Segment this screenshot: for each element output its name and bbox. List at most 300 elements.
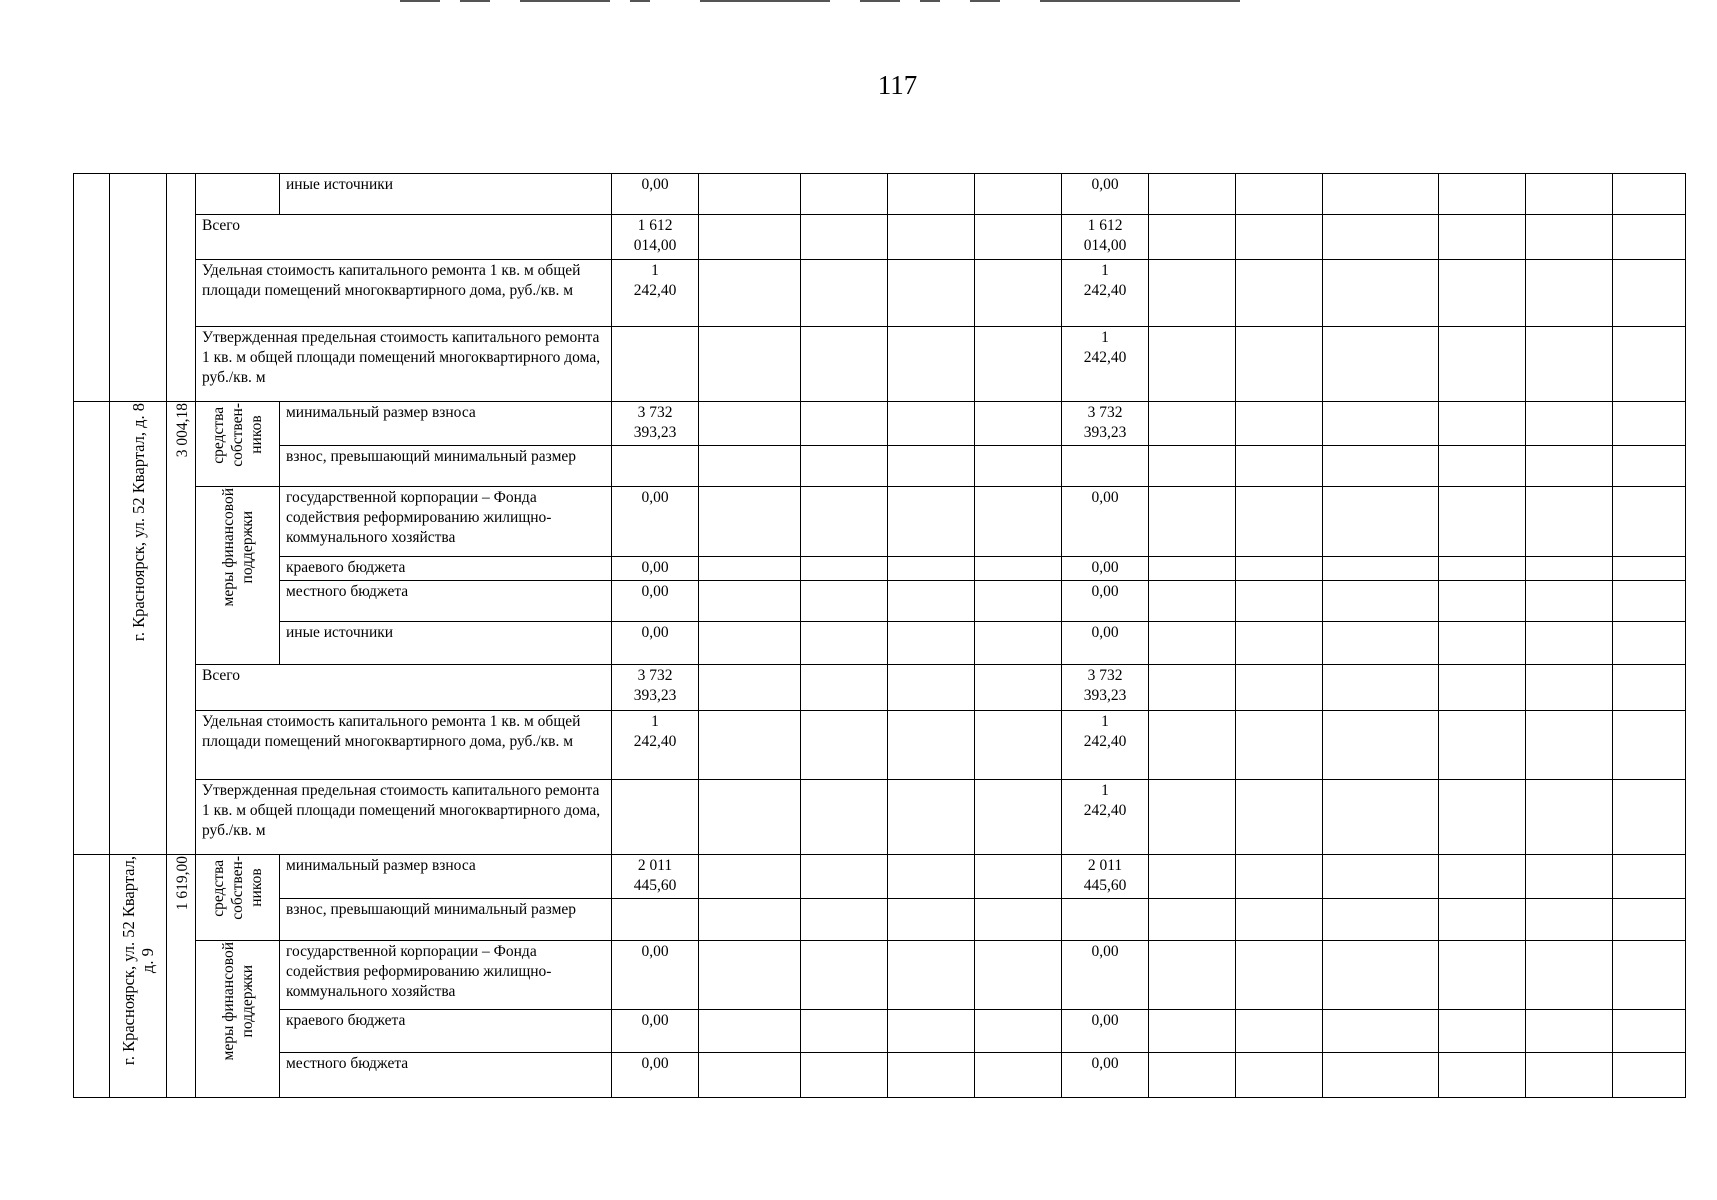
empty-cell [1613, 1009, 1686, 1052]
row-number-cell [74, 401, 110, 854]
table-row [74, 487, 1686, 556]
empty-cell [1613, 940, 1686, 1009]
row-label-cell [196, 710, 612, 779]
empty-cell [699, 780, 801, 854]
page-number: 117 [877, 70, 918, 100]
area-value: 1 619,00 [174, 855, 191, 910]
value-cell [1062, 259, 1149, 326]
empty-cell [1236, 854, 1323, 898]
empty-cell [1236, 1009, 1323, 1052]
empty-cell [975, 940, 1062, 1009]
capital-repair-table [73, 173, 1686, 1098]
value-text: 1 242,40 [1083, 712, 1127, 750]
empty-cell [1439, 580, 1526, 621]
empty-cell [888, 621, 975, 664]
empty-cell [1613, 854, 1686, 898]
value-text: 0,00 [641, 558, 669, 576]
row-label: Утвержденная предельная стоимость капитального ремонта 1 кв. м общей площади помещений многоквартирного дома, руб./кв. м [202, 782, 601, 840]
empty-cell [975, 446, 1062, 487]
value-text: 0,00 [641, 582, 669, 600]
value-cell [612, 854, 699, 898]
value-cell [612, 580, 699, 621]
value-cell [612, 446, 699, 487]
row-label: иные источники [286, 176, 394, 193]
empty-cell [1526, 174, 1613, 215]
value-cell [1062, 854, 1149, 898]
empty-cell [1526, 556, 1613, 580]
empty-cell [975, 710, 1062, 779]
empty-cell [1526, 899, 1613, 940]
empty-cell [888, 899, 975, 940]
value-cell [612, 621, 699, 664]
value-text: 0,00 [641, 942, 669, 960]
empty-cell [699, 710, 801, 779]
empty-cell [975, 854, 1062, 898]
table-row [74, 665, 1686, 711]
value-cell [612, 327, 699, 401]
empty-cell [1613, 780, 1686, 854]
empty-cell [1526, 621, 1613, 664]
row-label-cell [196, 665, 612, 711]
empty-cell [1149, 665, 1236, 711]
group-owners-label: средства собствен- ников [210, 402, 265, 467]
value-text: 0,00 [1091, 1055, 1119, 1073]
table-row [74, 710, 1686, 779]
value-cell [612, 556, 699, 580]
empty-cell [801, 446, 888, 487]
empty-cell [1149, 487, 1236, 556]
group-support-label: меры финансовой поддержки [219, 941, 256, 1060]
empty-cell [699, 940, 801, 1009]
value-cell [1062, 174, 1149, 215]
row-label: минимальный размер взноса [286, 856, 476, 874]
table-row [74, 899, 1686, 940]
empty-cell [975, 899, 1062, 940]
empty-cell [1439, 665, 1526, 711]
table-row [74, 556, 1686, 580]
empty-cell [801, 854, 888, 898]
empty-cell [888, 446, 975, 487]
value-cell [1062, 780, 1149, 854]
value-cell [612, 401, 699, 445]
row-label: взнос, превышающий минимальный размер [286, 901, 577, 919]
empty-cell [1149, 1009, 1236, 1052]
empty-cell [1149, 446, 1236, 487]
value-text: 3 732 393,23 [633, 403, 677, 441]
address-label: г. Красноярск, ул. 52 Квартал, д. 8 [128, 402, 148, 641]
value-text: 0,00 [1091, 176, 1119, 193]
table-row [74, 174, 1686, 215]
empty-cell [888, 215, 975, 259]
empty-cell [975, 556, 1062, 580]
empty-cell [1439, 940, 1526, 1009]
empty-cell [1526, 215, 1613, 259]
empty-cell [1526, 580, 1613, 621]
empty-cell [1526, 940, 1613, 1009]
empty-cell [1439, 446, 1526, 487]
empty-cell [1439, 259, 1526, 326]
value-cell [1062, 1009, 1149, 1052]
value-cell [612, 487, 699, 556]
empty-cell [1526, 710, 1613, 779]
row-label-cell [280, 1009, 612, 1052]
empty-cell [1526, 854, 1613, 898]
area-cell [167, 401, 196, 854]
value-text: 2 011 445,60 [1083, 856, 1127, 894]
empty-cell [699, 556, 801, 580]
empty-cell [975, 401, 1062, 445]
value-cell [1062, 327, 1149, 401]
empty-cell [1236, 215, 1323, 259]
table-row [74, 780, 1686, 854]
empty-cell [699, 580, 801, 621]
empty-cell [888, 854, 975, 898]
table-row [74, 854, 1686, 898]
value-cell [1062, 665, 1149, 711]
value-cell [1062, 621, 1149, 664]
empty-cell [801, 174, 888, 215]
value-text: 1 242,40 [633, 261, 677, 299]
row-label-cell [280, 401, 612, 445]
row-label: государственной корпорации – Фонда содействия реформированию жилищно-коммунального хозяйства [286, 489, 552, 547]
empty-cell [1323, 1009, 1439, 1052]
table-body [74, 174, 1686, 1098]
value-cell [1062, 940, 1149, 1009]
group-owners-cell [196, 854, 280, 940]
empty-cell [1323, 327, 1439, 401]
table-row [74, 621, 1686, 664]
empty-cell [1323, 854, 1439, 898]
empty-cell [975, 1053, 1062, 1098]
value-cell [612, 1053, 699, 1098]
row-label: Удельная стоимость капитального ремонта 1 кв. м общей площади помещений многоквартирного дома, руб./кв. м [202, 261, 581, 299]
empty-cell [1613, 401, 1686, 445]
empty-cell [888, 780, 975, 854]
empty-cell [699, 1053, 801, 1098]
value-text: 0,00 [1091, 942, 1119, 960]
value-cell [612, 940, 699, 1009]
empty-cell [1149, 1053, 1236, 1098]
empty-cell [1236, 710, 1323, 779]
empty-cell [1613, 665, 1686, 711]
empty-cell [1149, 780, 1236, 854]
value-text: 3 732 393,23 [633, 667, 677, 705]
empty-cell [888, 580, 975, 621]
empty-cell [1323, 259, 1439, 326]
empty-cell [1613, 1053, 1686, 1098]
empty-cell [1323, 621, 1439, 664]
empty-cell [888, 259, 975, 326]
row-label-cell [280, 556, 612, 580]
empty-cell [1439, 1009, 1526, 1052]
table-row [74, 327, 1686, 401]
empty-cell [801, 259, 888, 326]
value-text: 1 242,40 [1083, 329, 1127, 367]
group-support-label: меры финансовой поддержки [219, 488, 256, 607]
value-text: 1 242,40 [633, 712, 677, 750]
empty-cell [1323, 487, 1439, 556]
table-row [74, 446, 1686, 487]
empty-cell [1149, 710, 1236, 779]
empty-cell [699, 1009, 801, 1052]
empty-cell [1149, 854, 1236, 898]
address-cell [110, 854, 167, 1097]
row-label: местного бюджета [286, 582, 409, 600]
empty-cell [888, 665, 975, 711]
value-text: 3 732 393,23 [1083, 667, 1127, 705]
empty-cell [1613, 580, 1686, 621]
empty-cell [888, 940, 975, 1009]
row-number-cell [74, 854, 110, 1097]
empty-cell [1236, 1053, 1323, 1098]
empty-cell [699, 854, 801, 898]
value-cell [1062, 215, 1149, 259]
row-label-cell [280, 1053, 612, 1098]
empty-cell [801, 899, 888, 940]
empty-cell [888, 1009, 975, 1052]
row-label: Удельная стоимость капитального ремонта 1 кв. м общей площади помещений многоквартирного дома, руб./кв. м [202, 712, 581, 750]
row-number-cell [74, 174, 110, 402]
empty-cell [1526, 446, 1613, 487]
value-cell [1062, 580, 1149, 621]
value-cell [612, 1009, 699, 1052]
value-text: 0,00 [641, 1011, 669, 1029]
empty-cell [1236, 780, 1323, 854]
empty-cell [801, 780, 888, 854]
empty-cell [801, 621, 888, 664]
empty-cell [975, 621, 1062, 664]
empty-cell [888, 401, 975, 445]
empty-cell [888, 710, 975, 779]
empty-cell [699, 174, 801, 215]
value-cell [1062, 1053, 1149, 1098]
empty-cell [699, 487, 801, 556]
empty-cell [699, 401, 801, 445]
value-cell [1062, 446, 1149, 487]
row-label-cell [280, 899, 612, 940]
value-text: 0,00 [1091, 582, 1119, 600]
row-label: взнос, превышающий минимальный размер [286, 448, 577, 466]
empty-cell [1323, 665, 1439, 711]
value-cell [612, 215, 699, 259]
empty-cell [1323, 174, 1439, 215]
empty-cell [1439, 1053, 1526, 1098]
empty-cell [1149, 401, 1236, 445]
empty-cell [1149, 174, 1236, 215]
address-cell [110, 401, 167, 854]
empty-cell [1613, 215, 1686, 259]
table-row [74, 401, 1686, 445]
empty-cell [1613, 710, 1686, 779]
empty-cell [1149, 580, 1236, 621]
empty-cell [699, 446, 801, 487]
empty-cell [975, 327, 1062, 401]
row-label-cell [280, 580, 612, 621]
empty-cell [888, 327, 975, 401]
empty-cell [1439, 780, 1526, 854]
value-text: 0,00 [641, 176, 669, 193]
row-label-cell [280, 487, 612, 556]
empty-cell [1613, 899, 1686, 940]
empty-cell [801, 580, 888, 621]
empty-cell [699, 899, 801, 940]
empty-cell [1236, 487, 1323, 556]
empty-cell [1149, 215, 1236, 259]
value-text: 0,00 [1091, 623, 1119, 641]
row-label-cell [280, 940, 612, 1009]
empty-cell [801, 556, 888, 580]
empty-cell [1323, 401, 1439, 445]
value-text: 0,00 [641, 1055, 669, 1073]
empty-cell [1149, 327, 1236, 401]
empty-cell [975, 487, 1062, 556]
row-label: Всего [202, 667, 241, 685]
scan-top-edge-marks [400, 0, 1300, 3]
empty-cell [888, 556, 975, 580]
empty-cell [975, 174, 1062, 215]
table-row [74, 940, 1686, 1009]
value-cell [1062, 710, 1149, 779]
empty-cell [1323, 710, 1439, 779]
area-cell [167, 174, 196, 402]
area-value: 3 004,18 [174, 402, 191, 457]
empty-cell [1439, 899, 1526, 940]
empty-cell [699, 259, 801, 326]
empty-cell [888, 487, 975, 556]
empty-cell [1236, 401, 1323, 445]
empty-cell [975, 665, 1062, 711]
empty-cell [1323, 1053, 1439, 1098]
empty-cell [1613, 327, 1686, 401]
group-support-cell [196, 940, 280, 1097]
row-label-cell [280, 446, 612, 487]
empty-cell [1439, 556, 1526, 580]
empty-cell [801, 215, 888, 259]
empty-cell [975, 259, 1062, 326]
empty-cell [1613, 446, 1686, 487]
empty-cell [888, 174, 975, 215]
value-cell [612, 899, 699, 940]
empty-cell [801, 1053, 888, 1098]
empty-cell [1439, 487, 1526, 556]
row-label: краевого бюджета [286, 1011, 406, 1029]
empty-cell [888, 1053, 975, 1098]
empty-cell [1613, 487, 1686, 556]
empty-cell [1236, 174, 1323, 215]
empty-cell [1439, 215, 1526, 259]
empty-cell [1526, 259, 1613, 326]
value-cell [612, 710, 699, 779]
empty-cell [1236, 446, 1323, 487]
empty-cell [801, 487, 888, 556]
value-cell [1062, 487, 1149, 556]
empty-cell [801, 1009, 888, 1052]
row-label: иные источники [286, 623, 394, 641]
empty-cell [1439, 621, 1526, 664]
row-label: Утвержденная предельная стоимость капитального ремонта 1 кв. м общей площади помещений многоквартирного дома, руб./кв. м [202, 329, 601, 387]
row-label: государственной корпорации – Фонда содействия реформированию жилищно-коммунального хозяйства [286, 942, 552, 1000]
table-row [74, 580, 1686, 621]
group-owners-label: средства собствен- ников [210, 855, 265, 920]
empty-cell [1323, 580, 1439, 621]
value-text: 1 242,40 [1083, 261, 1127, 299]
empty-cell [1236, 580, 1323, 621]
group-owners-cell [196, 401, 280, 487]
empty-cell [975, 580, 1062, 621]
group-support-cell [196, 487, 280, 665]
empty-cell [1236, 327, 1323, 401]
empty-cell [1526, 1053, 1613, 1098]
empty-cell [801, 401, 888, 445]
empty-cell [1323, 899, 1439, 940]
empty-cell [1613, 174, 1686, 215]
empty-cell [699, 621, 801, 664]
empty-cell [1526, 487, 1613, 556]
value-text: 0,00 [1091, 489, 1119, 507]
empty-cell [1236, 899, 1323, 940]
value-cell [1062, 401, 1149, 445]
row-label: Всего [202, 217, 241, 235]
table-row [74, 259, 1686, 326]
empty-cell [801, 710, 888, 779]
row-label: краевого бюджета [286, 558, 406, 576]
empty-cell [1526, 1009, 1613, 1052]
empty-cell [1526, 665, 1613, 711]
empty-cell [801, 940, 888, 1009]
empty-cell [1236, 940, 1323, 1009]
table-row [74, 1053, 1686, 1098]
row-label-cell [196, 780, 612, 854]
empty-cell [1439, 327, 1526, 401]
value-text: 0,00 [641, 489, 669, 507]
empty-cell [801, 327, 888, 401]
empty-cell [1236, 259, 1323, 326]
empty-cell [801, 665, 888, 711]
row-label-cell [280, 174, 612, 215]
value-text: 0,00 [1091, 1011, 1119, 1029]
empty-cell [699, 215, 801, 259]
value-cell [1062, 899, 1149, 940]
empty-cell [1439, 401, 1526, 445]
empty-cell [1236, 665, 1323, 711]
table-row [74, 215, 1686, 259]
value-cell [612, 780, 699, 854]
table-row [74, 1009, 1686, 1052]
row-label-cell [196, 259, 612, 326]
row-label-cell [280, 854, 612, 898]
value-cell [612, 174, 699, 215]
empty-cell [1323, 556, 1439, 580]
value-text: 1 612 014,00 [633, 217, 677, 255]
empty-cell [1323, 940, 1439, 1009]
area-cell [167, 854, 196, 1097]
value-text: 3 732 393,23 [1083, 403, 1127, 441]
empty-cell [975, 780, 1062, 854]
value-cell [612, 259, 699, 326]
empty-cell [1149, 940, 1236, 1009]
empty-cell [1149, 259, 1236, 326]
empty-cell [1236, 556, 1323, 580]
empty-cell [975, 215, 1062, 259]
empty-cell [1323, 215, 1439, 259]
empty-cell [975, 1009, 1062, 1052]
address-cell [110, 174, 167, 402]
value-text: 0,00 [641, 623, 669, 641]
empty-cell [1149, 899, 1236, 940]
value-text: 0,00 [1091, 558, 1119, 576]
empty-cell [1149, 556, 1236, 580]
empty-cell [1613, 556, 1686, 580]
